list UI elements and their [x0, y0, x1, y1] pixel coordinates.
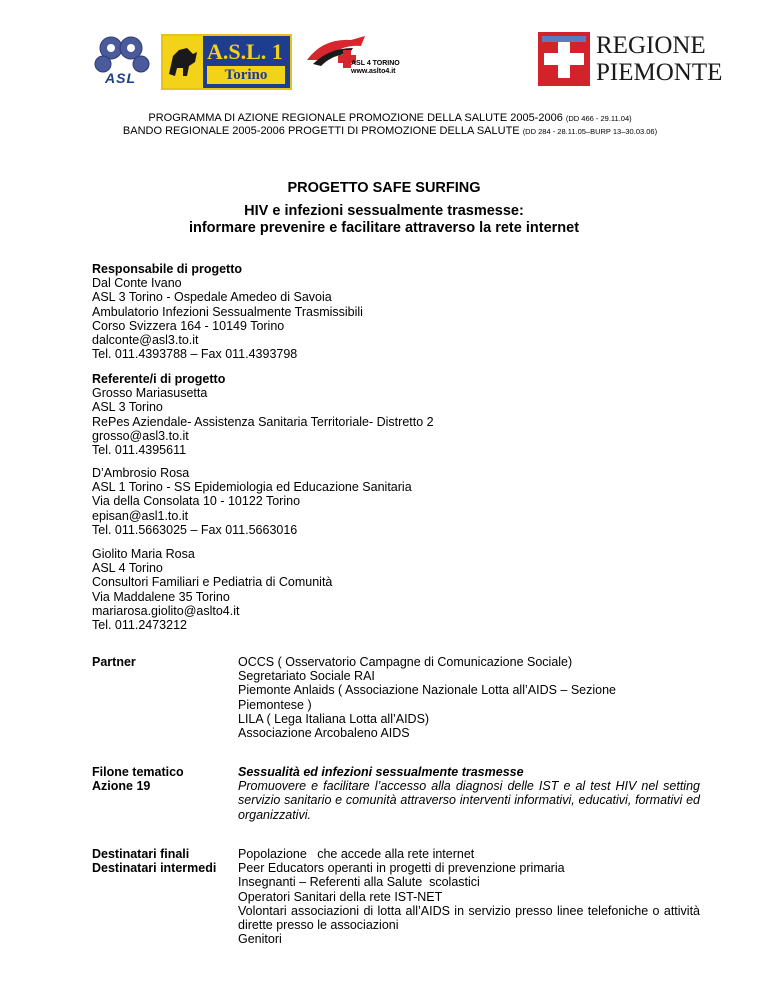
responsabile-line: Dal Conte Ivano — [92, 276, 182, 291]
destinatari-item: Volontari associazioni di lotta all’AIDS in servizio presso linee telefoniche o attività dirette presso le associazioni — [238, 903, 700, 933]
referente-line: Consultori Familiari e Pediatria di Comunità — [92, 575, 333, 590]
project-subtitle-1: HIV e infezioni sessualmente trasmesse: — [244, 203, 524, 219]
responsabile-section — [92, 262, 363, 361]
destinatari-item: Peer Educators operanti in progetti di prevenzione primaria — [238, 861, 565, 876]
responsabile-phone: Tel. 011.4393788 – Fax 011.4393798 — [92, 347, 298, 362]
filone-text: Promuovere e facilitare l’accesso alla diagnosi delle IST e al test HIV nel setting servizio sanitario e comunità attraverso interventi informativi, educativi, formativi ed organizzativi. — [238, 779, 700, 822]
referente-line: Grosso Mariasusetta — [92, 386, 208, 401]
regione-top-text: REGIONE — [596, 32, 706, 59]
asl-emblem-logo — [93, 34, 151, 88]
regione-flag-icon — [538, 32, 590, 86]
destinatari-item: Genitori — [238, 932, 282, 947]
program-title: PROGRAMMA DI AZIONE REGIONALE PROMOZIONE DELLA SALUTE 2005-2006 — [148, 112, 563, 124]
referenti-section — [92, 372, 434, 457]
responsabile-line: Ambulatorio Infezioni Sessualmente Trasmissibili — [92, 304, 363, 319]
destinatari-label — [92, 847, 216, 875]
filone-content — [238, 765, 700, 822]
responsabile-line: ASL 3 Torino - Ospedale Amedeo di Savoia — [92, 290, 332, 305]
responsabile-email: dalconte@asl3.to.it — [92, 333, 199, 348]
asl4-torino-logo — [303, 34, 413, 82]
referente-phone: Tel. 011.5663025 – Fax 011.5663016 — [92, 522, 298, 537]
asl4-name: ASL 4 TORINO — [351, 60, 400, 67]
destinatari-item: Operatori Sanitari della rete IST-NET — [238, 889, 443, 904]
destinatari-item: Popolazione che accede alla rete internet — [238, 847, 475, 861]
asl4-site: www.aslto4.it — [351, 68, 396, 75]
partner-item: LILA ( Lega Italiana Lotta all’AIDS) — [238, 711, 430, 726]
bando-title: BANDO REGIONALE 2005-2006 PROGETTI DI PROMOZIONE DELLA SALUTE — [122, 125, 520, 137]
referente-dambrosio — [92, 466, 412, 537]
referente-giolito — [92, 547, 332, 632]
partner-item: Piemonte Anlaids ( Associazione Nazionale Lotta all’AIDS – Sezione — [238, 683, 616, 698]
referenti-heading: Referente/i di progetto — [92, 372, 226, 386]
program-ref: (DD 466 - 29.11.04) — [565, 114, 632, 123]
referente-line: ASL 4 Torino — [92, 561, 163, 576]
responsabile-heading: Responsabile di progetto — [92, 262, 243, 276]
filone-label-1: Filone tematico — [92, 765, 184, 779]
partner-list — [238, 655, 700, 740]
responsabile-line: Corso Svizzera 164 - 10149 Torino — [92, 318, 285, 333]
referente-phone: Tel. 011.4395611 — [92, 443, 187, 458]
program-header-line2 — [60, 125, 720, 138]
filone-label-2: Azione 19 — [92, 779, 151, 794]
destinatari-label-1: Destinatari finali — [92, 847, 190, 861]
partner-item: OCCS ( Osservatorio Campagne di Comunicazione Sociale) — [238, 655, 573, 669]
partner-item: Associazione Arcobaleno AIDS — [238, 726, 410, 741]
referente-line: D’Ambrosio Rosa — [92, 466, 190, 480]
partner-item: Segretariato Sociale RAI — [238, 669, 375, 684]
referente-line: ASL 3 Torino — [92, 400, 163, 415]
bull-emblem — [163, 36, 203, 88]
regione-bottom-text: PIEMONTE — [596, 59, 723, 86]
referente-line: Giolito Maria Rosa — [92, 547, 195, 561]
referente-email: grosso@asl3.to.it — [92, 428, 189, 443]
referente-email: episan@asl1.to.it — [92, 508, 189, 523]
asl1-city: Torino — [207, 66, 285, 84]
bando-ref: (DD 284 - 28.11.05–BURP 13–30.03.06) — [522, 127, 658, 136]
asl1-name: A.S.L. 1 — [207, 39, 283, 64]
asl1-torino-logo — [161, 34, 292, 90]
destinatari-label-2: Destinatari intermedi — [92, 861, 217, 876]
filone-label — [92, 765, 184, 793]
program-header-line1 — [60, 112, 720, 125]
referente-phone: Tel. 011.2473212 — [92, 618, 187, 633]
referente-line: RePes Aziendale- Assistenza Sanitaria Territoriale- Distretto 2 — [92, 414, 434, 429]
partner-item: Piemontese ) — [238, 697, 312, 712]
asl-emblem-text: ASL — [105, 70, 136, 86]
project-title: PROGETTO SAFE SURFING — [287, 180, 481, 196]
referente-line: Via della Consolata 10 - 10122 Torino — [92, 494, 301, 509]
regione-piemonte-logo — [538, 32, 723, 88]
referente-email: mariarosa.giolito@aslto4.it — [92, 603, 240, 618]
referente-line: ASL 1 Torino - SS Epidemiologia ed Educazione Sanitaria — [92, 480, 412, 495]
destinatari-list — [238, 847, 700, 946]
partner-label: Partner — [92, 655, 136, 669]
referente-line: Via Maddalene 35 Torino — [92, 589, 230, 604]
filone-title: Sessualità ed infezioni sessualmente trasmesse — [238, 765, 524, 779]
logo-bar — [0, 30, 768, 90]
project-subtitle-2: informare prevenire e facilitare attraverso la rete internet — [188, 220, 580, 236]
destinatari-item: Insegnanti – Referenti alla Salute scolastici — [238, 875, 480, 890]
